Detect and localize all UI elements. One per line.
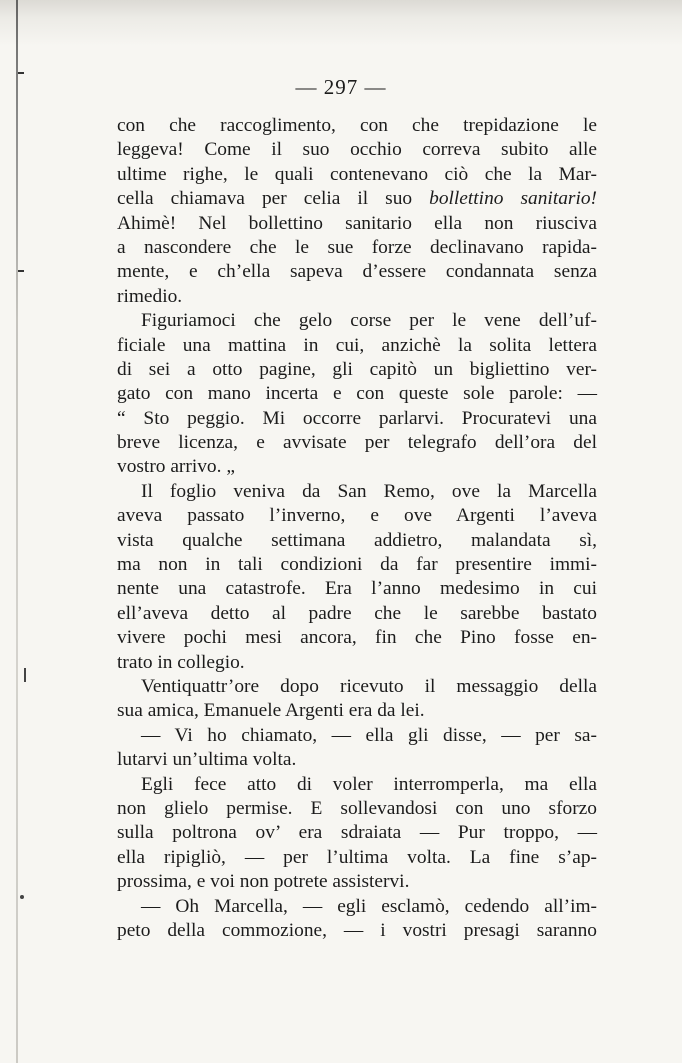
text-line-content: a nascondere che le sue forze declinavano rapida- <box>117 236 597 258</box>
text-line-content: sua amica, Emanuele Argenti era da lei. <box>117 700 425 722</box>
text-line-content: ultime righe, le quali contenevano ciò che la Mar- <box>117 163 597 185</box>
text-line-content: di sei a otto pagine, gli capitò un bigliettino ver- <box>117 358 597 380</box>
page-number: — 297 — <box>295 75 387 99</box>
text-line <box>117 602 597 626</box>
text-line-content: Egli fece atto di voler interromperla, ma ella <box>141 773 597 795</box>
text-line <box>117 699 597 723</box>
text-line-content: Ventiquattr’ore dopo ricevuto il messaggio della <box>141 675 597 697</box>
text-line <box>117 285 597 309</box>
text-line <box>117 919 597 943</box>
italic-phrase: bollettino sanitario! <box>429 188 597 210</box>
text-line <box>117 163 597 187</box>
text-line <box>117 236 597 260</box>
text-line <box>117 821 597 845</box>
text-line-content: vostro arrivo. „ <box>117 456 235 478</box>
text-line-content: — Vi ho chiamato, — ella gli disse, — per sa- <box>141 724 597 746</box>
text-line-content: peto della commozione, — i vostri presagi saranno <box>117 919 597 941</box>
text-line-content: con che raccoglimento, con che trepidazione le <box>117 115 597 136</box>
text-line <box>117 846 597 870</box>
margin-mark <box>24 668 26 682</box>
text-line-content: — Oh Marcella, — egli esclamò, cedendo all’im- <box>141 895 597 917</box>
text-line-content: rimedio. <box>117 285 183 307</box>
text-line-content: non glielo permise. E sollevandosi con uno sforzo <box>117 797 597 819</box>
text-line <box>117 358 597 382</box>
margin-mark <box>18 72 24 74</box>
text-line <box>117 455 597 479</box>
text-line-content: aveva passato l’inverno, e ove Argenti l’aveva <box>117 505 597 527</box>
text-line <box>117 870 597 894</box>
text-line <box>117 577 597 601</box>
binding-edge <box>16 0 18 1063</box>
text-line-content: vista qualche settimana addietro, malandata sì, <box>117 529 597 551</box>
text-line-content: vivere pochi mesi ancora, fin che Pino fosse en- <box>117 627 597 649</box>
text-line <box>117 212 597 236</box>
text-line <box>117 480 597 504</box>
text-line <box>117 114 597 138</box>
text-line <box>117 431 597 455</box>
margin-mark <box>20 895 24 899</box>
text-line-content: cella chiamava per celia il suo <box>117 188 430 210</box>
text-line-content: sulla poltrona ov’ era sdraiata — Pur troppo, — <box>117 822 597 844</box>
text-line-content: breve licenza, e avvisate per telegrafo dell’ora del <box>117 432 597 454</box>
text-line-content: ma non in tali condizioni da far presentire immi- <box>117 554 597 576</box>
text-line-content: “ Sto peggio. Mi occorre parlarvi. Procuratevi una <box>117 407 597 429</box>
text-line-content: Ahimè! Nel bollettino sanitario ella non riusciva <box>117 212 597 234</box>
text-line <box>117 504 597 528</box>
text-line <box>117 407 597 431</box>
text-line-content: ell’aveva detto al padre che le sarebbe bastato <box>117 602 597 624</box>
text-line <box>117 895 597 919</box>
text-line-content: Figuriamoci che gelo corse per le vene dell’uf- <box>141 310 597 332</box>
text-line-content: mente, e ch’ella sapeva d’essere condannata senza <box>117 261 597 283</box>
text-line <box>117 675 597 699</box>
text-line-content: lutarvi un’ultima volta. <box>117 749 297 771</box>
text-line <box>117 334 597 358</box>
text-line <box>117 309 597 333</box>
text-line <box>117 724 597 748</box>
text-line <box>117 187 597 211</box>
text-line <box>117 382 597 406</box>
margin-mark <box>18 270 24 272</box>
text-line <box>117 773 597 797</box>
text-line <box>117 553 597 577</box>
text-line <box>117 138 597 162</box>
text-line-content: leggeva! Come il suo occhio correva subito alle <box>117 139 597 161</box>
text-line <box>117 797 597 821</box>
text-line <box>117 260 597 284</box>
text-line-content: nente una catastrofe. Era l’anno medesimo in cui <box>117 578 597 600</box>
text-line-content: trato in collegio. <box>117 651 245 673</box>
body-text <box>117 114 597 943</box>
text-line-content: prossima, e voi non potrete assistervi. <box>117 871 410 893</box>
text-line <box>117 626 597 650</box>
text-line-content: gato con mano incerta e con queste sole parole: — <box>117 383 597 405</box>
text-line-content: ella ripigliò, — per l’ultima volta. La fine s’ap- <box>117 846 597 868</box>
text-line <box>117 651 597 675</box>
text-line-content: ficiale una mattina in cui, anzichè la solita lettera <box>117 334 597 356</box>
text-line <box>117 529 597 553</box>
text-line <box>117 748 597 772</box>
text-line-content: Il foglio veniva da San Remo, ove la Marcella <box>141 480 597 502</box>
